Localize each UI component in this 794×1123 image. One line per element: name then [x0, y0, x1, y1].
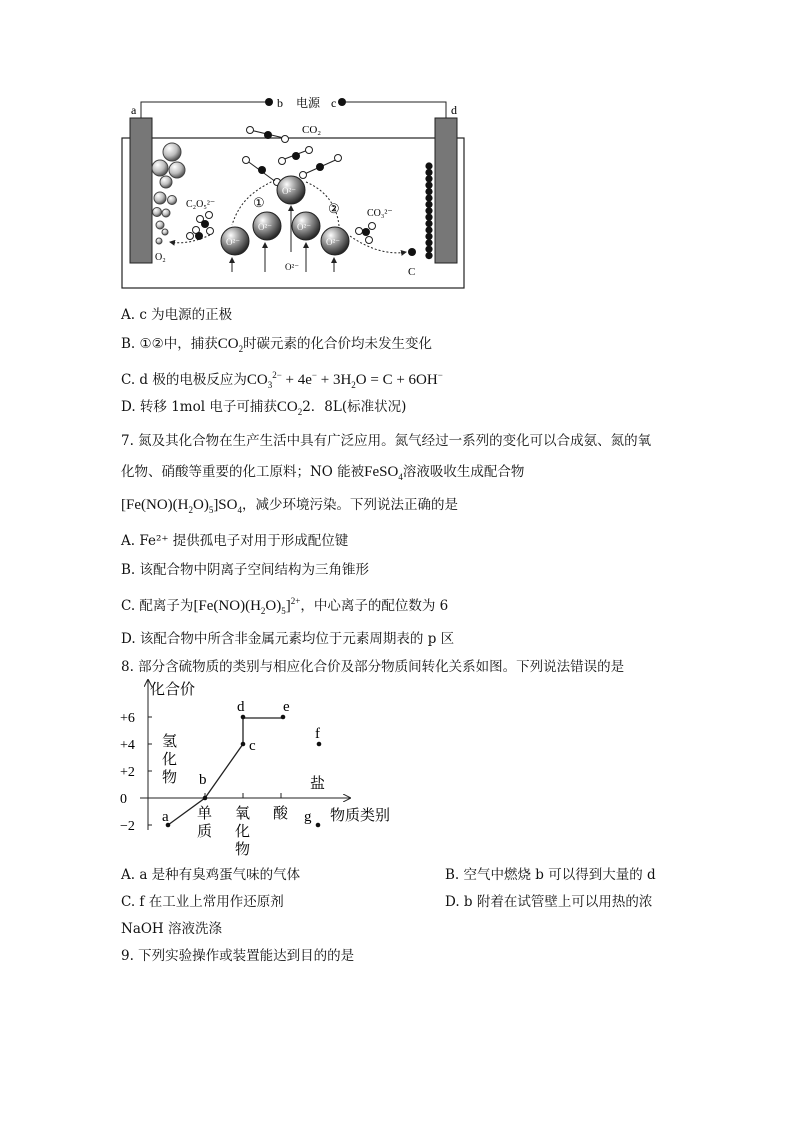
label-o2-ion: O²⁻ [285, 262, 299, 272]
point-label-d: d [237, 699, 245, 715]
q7-option-a[interactable]: A. Fe²⁺ 提供孤电子对用于形成配位键 [121, 533, 349, 549]
category-label: 化 [162, 752, 178, 768]
q8-option-d-cont: NaOH 溶液洗涤 [121, 921, 222, 937]
category-label: 质 [197, 824, 213, 840]
label-carbon: C [408, 266, 416, 278]
svg-text:O²⁻: O²⁻ [297, 222, 311, 232]
point-d [241, 715, 246, 720]
point-label-e: e [283, 699, 290, 715]
q7-option-d[interactable]: D. 该配合物中所含非金属元素均位于元素周期表的 p 区 [121, 631, 455, 647]
category-label: 单 [197, 806, 213, 822]
label-c: c [331, 96, 337, 110]
label-c2o5: C₂O₅²⁻ [186, 199, 216, 210]
point-c [241, 742, 246, 747]
point-label-b: b [199, 772, 207, 788]
category-label: 化 [235, 824, 251, 840]
oxygen-bubbles-icon [152, 143, 185, 244]
label-power: 电源 [296, 96, 321, 110]
sulfur-valence-chart [0, 670, 794, 858]
y-tick-label: +2 [120, 765, 135, 780]
carbon-deposit-icon [425, 162, 432, 259]
svg-text:O²⁻: O²⁻ [258, 222, 272, 232]
carbon-dot-icon [408, 248, 416, 256]
y-axis-label: 化合价 [150, 682, 196, 698]
q6-option-a[interactable]: A. c 为电源的正极 [121, 307, 233, 323]
category-label: 氧 [235, 806, 251, 822]
point-e [281, 715, 286, 720]
q8-option-a[interactable]: A. a 是种有臭鸡蛋气味的气体 [121, 867, 301, 883]
category-label: 物 [162, 770, 178, 786]
step-1: ① [253, 195, 265, 210]
label-co3: CO₃²⁻ [367, 208, 393, 219]
point-label-a: a [162, 809, 169, 825]
electrode-a [130, 118, 152, 263]
y-tick-label: −2 [120, 819, 135, 834]
q8-option-c[interactable]: C. f 在工业上常用作还原剂 [121, 894, 284, 910]
svg-text:O²⁻: O²⁻ [282, 186, 296, 196]
category-label: 物 [235, 842, 251, 858]
svg-text:O²⁻: O²⁻ [226, 237, 240, 247]
point-b [203, 796, 208, 801]
q7-option-b[interactable]: B. 该配合物中阴离子空间结构为三角锥形 [121, 562, 370, 578]
q7-option-c[interactable]: C. 配离子为$[Fe(NO)(H_2O)_5]^{2+}$，中心离子的配位数为 6 [121, 596, 449, 616]
point-label-c: c [249, 738, 256, 754]
x-axis-label: 物质类别 [330, 808, 391, 824]
label-o2: O₂ [155, 252, 166, 263]
label-b: b [277, 96, 283, 110]
co2-molecule-icon [247, 127, 289, 143]
q6-option-c[interactable]: C. d 极的电极反应为$CO_3^{2-} + 4e^- + 3H_2O = C + 6OH^-$ [121, 370, 443, 390]
q7-stem-line2: 化物、硝酸等重要的化工原料；NO 能被FeSO$_4$溶液吸收生成配合物 [121, 464, 525, 482]
label-a: a [131, 103, 137, 117]
q9-stem: 9. 下列实验操作或装置能达到目的的是 [121, 948, 355, 964]
category-label: 氢 [162, 734, 178, 750]
label-co2: CO₂ [302, 124, 322, 136]
y-tick-label: +4 [120, 738, 135, 753]
q8-option-d[interactable]: D. b 附着在试管壁上可以用热的浓 [445, 894, 653, 910]
transform-line [168, 718, 283, 825]
svg-text:O²⁻: O²⁻ [326, 237, 340, 247]
electrolysis-diagram [0, 0, 794, 300]
point-label-g: g [304, 809, 312, 825]
point-f [317, 742, 322, 747]
electrode-d [435, 118, 457, 263]
q7-stem-line3: $[Fe(NO)(H_2O)_5]SO_4$，减少环境污染。下列说法正确的是 [121, 497, 458, 515]
category-label: 酸 [273, 806, 289, 822]
y-tick-label: +6 [120, 711, 135, 726]
point-g [316, 823, 321, 828]
label-d: d [451, 103, 457, 117]
q8-stem: 8. 部分含硫物质的类别与相应化合价及部分物质间转化关系如图。下列说法错误的是 [121, 659, 625, 675]
step-2: ② [328, 201, 340, 216]
carbonate-ion-icon [356, 223, 376, 244]
q6-option-b[interactable]: B. ①②中，捕获$CO_2$时碳元素的化合价均未发生变化 [121, 336, 433, 354]
q8-option-b[interactable]: B. 空气中燃烧 b 可以得到大量的 d [445, 867, 656, 883]
point-label-f: f [315, 726, 320, 742]
q7-stem-line1: 7. 氮及其化合物在生产生活中具有广泛应用。氮气经过一系列的变化可以合成氨、氮的氧 [121, 433, 652, 449]
y-tick-label: 0 [120, 792, 127, 807]
q6-option-d[interactable]: D. 转移 1mol 电子可捕获$CO_22$．8L(标准状况) [121, 399, 407, 417]
category-label: 盐 [310, 776, 326, 792]
